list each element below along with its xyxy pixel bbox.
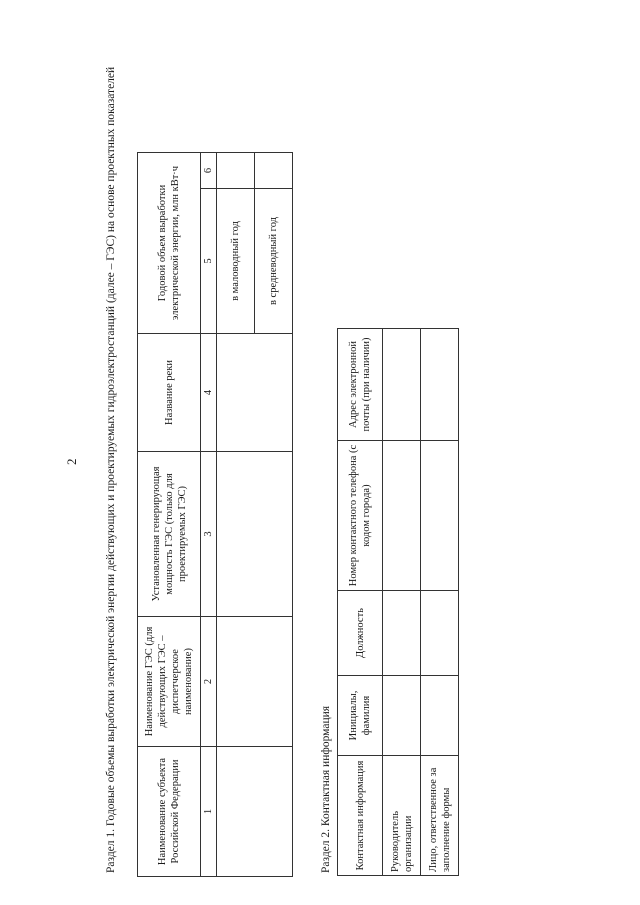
header-capacity: Установленная генерирующая мощность ГЭС (только для проектируемых ГЭС): [138, 452, 201, 617]
column-number-5: 5: [201, 189, 217, 334]
section2-caption: Раздел 2. Контактная информация: [320, 705, 332, 873]
column-number-2: 2: [201, 617, 217, 747]
column-number-6: 6: [201, 153, 217, 189]
cell-responsible-initials[interactable]: [421, 676, 459, 756]
header-annual-output: Годовой объем выработки электрической энергии, млн кВт·ч: [138, 153, 201, 334]
header-email: Адрес электронной почты (при наличии): [338, 329, 383, 441]
label-average-water-year: в средневодный год: [255, 189, 293, 334]
cell-capacity[interactable]: [217, 452, 293, 617]
cell-head-phone[interactable]: [383, 441, 421, 591]
column-number-4: 4: [201, 334, 217, 452]
row-label-responsible: Лицо, ответственное за заполнение формы: [421, 756, 459, 876]
cell-hes-name[interactable]: [217, 617, 293, 747]
column-number-1: 1: [201, 747, 217, 877]
header-contact: Контактная информация: [338, 756, 383, 876]
row-label-head: Руководитель организации: [383, 756, 421, 876]
cell-head-position[interactable]: [383, 591, 421, 676]
cell-river[interactable]: [217, 334, 293, 452]
header-river: Название реки: [138, 334, 201, 452]
cell-subject[interactable]: [217, 747, 293, 877]
cell-responsible-phone[interactable]: [421, 441, 459, 591]
cell-head-email[interactable]: [383, 329, 421, 441]
header-phone: Номер контактного телефона (с кодом города): [338, 441, 383, 591]
label-low-water-year: в маловодный год: [217, 189, 255, 334]
header-position: Должность: [338, 591, 383, 676]
column-number-3: 3: [201, 452, 217, 617]
header-initials: Инициалы, фамилия: [338, 676, 383, 756]
section1-table: [137, 152, 293, 877]
section1-caption: Раздел 1. Годовые объемы выработки электрической энергии действующих и проектируемых гидроэлектростанций (далее – ГЭС) на основе проектных показателей: [105, 66, 117, 873]
cell-head-initials[interactable]: [383, 676, 421, 756]
cell-low-water-value[interactable]: [217, 153, 255, 189]
section2-table: [337, 328, 459, 876]
header-subject: Наименование субъекта Российской Федерации: [138, 747, 201, 877]
cell-average-water-value[interactable]: [255, 153, 293, 189]
page-number: 2: [64, 458, 79, 465]
header-hes-name: Наименование ГЭС (для действующих ГЭС – диспетчерское наименование): [138, 617, 201, 747]
cell-responsible-position[interactable]: [421, 591, 459, 676]
cell-responsible-email[interactable]: [421, 329, 459, 441]
